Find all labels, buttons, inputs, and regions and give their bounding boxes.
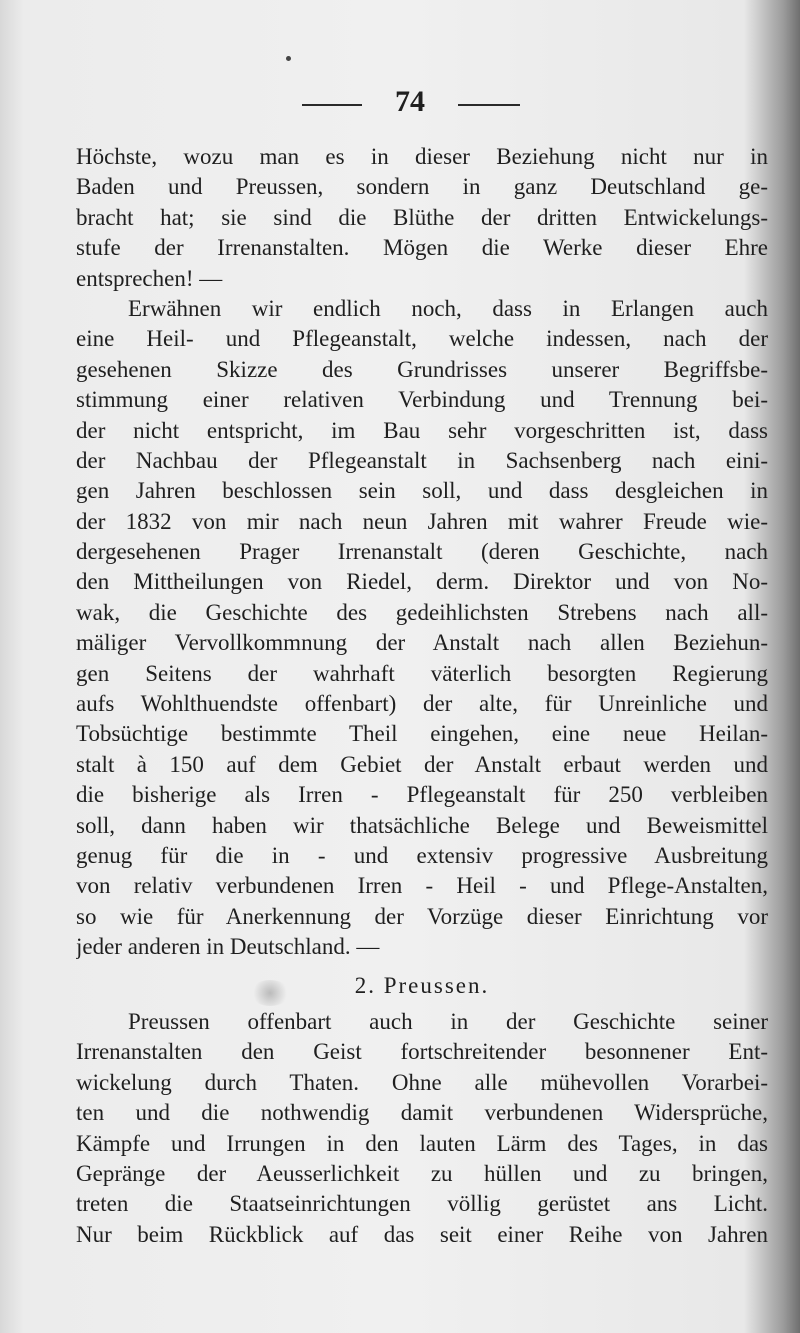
text-line: soll, dann haben wir thatsächliche Belege und Beweismittel <box>76 812 768 838</box>
text-line: mäliger Vervollkommnung der Anstalt nach allen Beziehun- <box>76 630 768 656</box>
text-line: aufs Wohlthuendste offenbart) der alte, für Unreinliche und <box>76 691 768 717</box>
page-number: 74 <box>395 85 425 118</box>
text-line: wickelung durch Thaten. Ohne alle mühevollen Vorarbei- <box>76 1069 768 1095</box>
text-line: jeder anderen in Deutschland. — <box>76 934 380 960</box>
text-line: gen Jahren beschlossen sein soll, und dass desgleichen in <box>76 478 768 504</box>
text-line: Höchste, wozu man es in dieser Beziehung nicht nur in <box>76 144 768 169</box>
page-header <box>0 82 800 122</box>
text-line: eine Heil- und Pflegeanstalt, welche indessen, nach der <box>76 326 768 352</box>
paragraph-2 <box>76 294 768 963</box>
text-line: genug für die in - und extensiv progressive Ausbreitung <box>76 842 768 868</box>
paragraph-3 <box>76 1007 768 1250</box>
header-rule-right <box>458 104 520 106</box>
text-line: Tobsüchtige bestimmte Theil eingehen, eine neue Heilan- <box>76 721 768 747</box>
text-line: stufe der Irrenanstalten. Mögen die Werke dieser Ehre <box>76 235 768 261</box>
section-heading: 2. Preussen. <box>354 972 490 998</box>
text-line: entsprechen! — <box>76 265 223 291</box>
text-line: ten und die nothwendig damit verbundenen Widersprüche, <box>76 1100 768 1126</box>
text-line: die bisherige als Irren - Pflegeanstalt für 250 verbleiben <box>76 782 768 808</box>
header-rule-left <box>302 104 362 106</box>
page-body <box>76 142 768 1250</box>
text-line: der 1832 von mir nach neun Jahren mit wahrer Freude wie- <box>76 508 768 534</box>
text-line: der nicht entspricht, im Bau sehr vorgeschritten ist, dass <box>76 417 768 443</box>
text-line: der Nachbau der Pflegeanstalt in Sachsenberg nach eini- <box>76 447 768 473</box>
text-line: treten die Staatseinrichtungen völlig gerüstet ans Licht. <box>76 1191 768 1217</box>
print-dot <box>286 56 291 61</box>
text-line: gesehenen Skizze des Grundrisses unserer Begriffsbe- <box>76 356 768 382</box>
text-line: den Mittheilungen von Riedel, derm. Direktor und von No- <box>76 569 768 595</box>
text-line: so wie für Anerkennung der Vorzüge dieser Einrichtung vor <box>76 903 768 929</box>
text-line: gen Seitens der wahrhaft väterlich besorgten Regierung <box>76 660 768 686</box>
text-line: Gepränge der Aeusserlichkeit zu hüllen und zu bringen, <box>76 1160 768 1186</box>
text-line: Preussen offenbart auch in der Geschichte seiner <box>128 1008 768 1034</box>
text-line: Kämpfe und Irrungen in den lauten Lärm des Tages, in das <box>76 1130 768 1156</box>
text-line: Nur beim Rückblick auf das seit einer Reihe von Jahren <box>76 1221 768 1247</box>
text-line: von relativ verbundenen Irren - Heil - und Pflege-Anstalten, <box>76 873 768 899</box>
text-line: dergesehenen Prager Irrenanstalt (deren Geschichte, nach <box>76 539 768 565</box>
text-line: Erwähnen wir endlich noch, dass in Erlangen auch <box>128 295 768 321</box>
text-line: stimmung einer relativen Verbindung und Trennung bei- <box>76 387 768 413</box>
text-line: Baden und Preussen, sondern in ganz Deutschland ge- <box>76 174 768 200</box>
text-line: Irrenanstalten den Geist fortschreitender besonnener Ent- <box>76 1039 768 1065</box>
text-line: stalt à 150 auf dem Gebiet der Anstalt erbaut werden und <box>76 751 768 777</box>
text-line: wak, die Geschichte des gedeihlichsten Strebens nach all- <box>76 599 768 625</box>
text-line: bracht hat; sie sind die Blüthe der dritten Entwickelungs- <box>76 204 768 230</box>
paragraph-1 <box>76 142 768 294</box>
